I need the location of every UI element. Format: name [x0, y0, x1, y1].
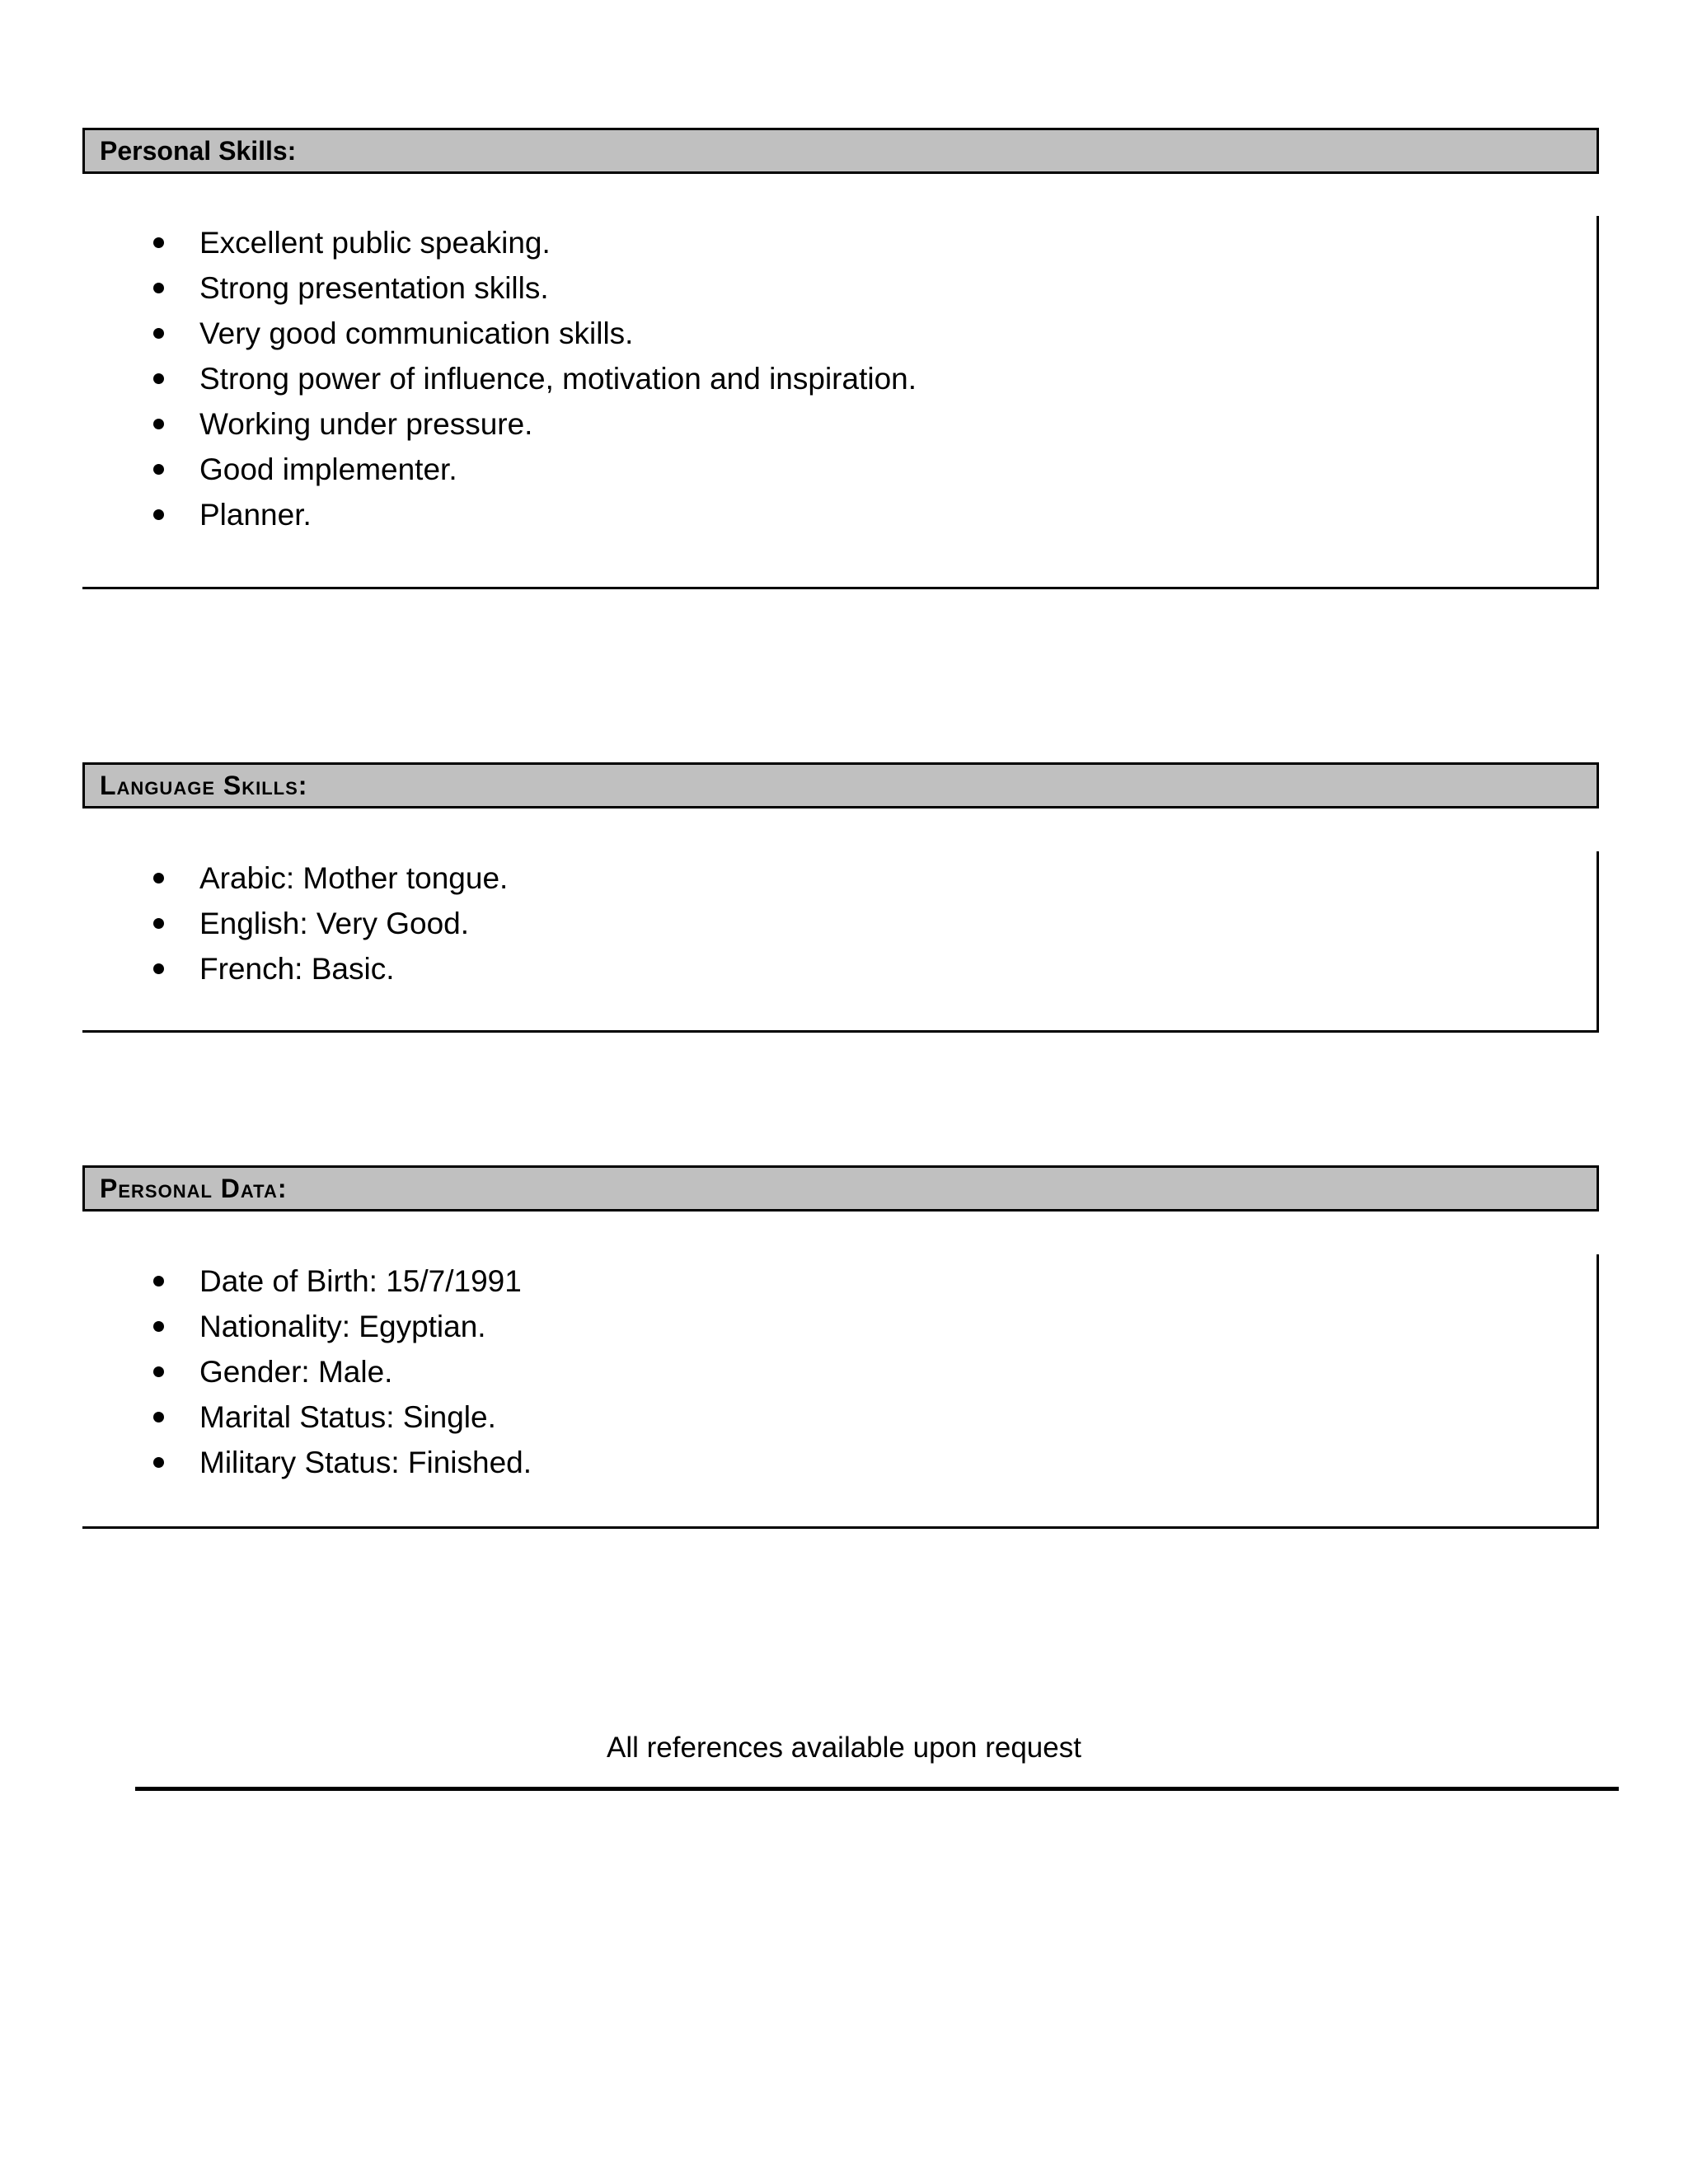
bullet-icon [153, 328, 164, 339]
list-item: Arabic: Mother tongue. [82, 855, 508, 901]
list-item: Working under pressure. [82, 401, 917, 447]
footer-divider [135, 1787, 1619, 1791]
list-item: Nationality: Egyptian. [82, 1304, 532, 1349]
bullet-icon [153, 464, 164, 475]
bullet-icon [153, 873, 164, 883]
list-item: Strong presentation skills. [82, 265, 917, 311]
list-item: Date of Birth: 15/7/1991 [82, 1258, 532, 1304]
bullet-icon [153, 963, 164, 974]
personal-data-body [82, 1254, 1599, 1529]
bullet-icon [153, 419, 164, 429]
list-item: English: Very Good. [82, 901, 508, 946]
personal-data-header [82, 1165, 1599, 1212]
list-item: Excellent public speaking. [82, 220, 917, 265]
bullet-icon [153, 1321, 164, 1332]
personal-skills-header [82, 128, 1599, 174]
personal-skills-list [82, 220, 917, 537]
references-note: All references available upon request [607, 1732, 1081, 1764]
bullet-icon [153, 1276, 164, 1286]
language-skills-header [82, 762, 1599, 808]
list-item: Very good communication skills. [82, 311, 917, 356]
list-item: Marital Status: Single. [82, 1394, 532, 1440]
personal-skills-body [82, 216, 1599, 589]
language-skills-header-label: Language Skills: [100, 771, 308, 800]
personal-skills-header-label: Personal Skills: [100, 136, 297, 166]
list-item: French: Basic. [82, 946, 508, 991]
list-item: Gender: Male. [82, 1349, 532, 1394]
bullet-icon [153, 509, 164, 520]
language-skills-body [82, 851, 1599, 1033]
list-item: Good implementer. [82, 447, 917, 492]
bullet-icon [153, 237, 164, 248]
bullet-icon [153, 1366, 164, 1377]
list-item: Strong power of influence, motivation and inspiration. [82, 356, 917, 401]
bullet-icon [153, 283, 164, 293]
personal-data-header-label: Personal Data: [100, 1174, 288, 1203]
bullet-icon [153, 918, 164, 929]
bullet-icon [153, 1412, 164, 1422]
bullet-icon [153, 373, 164, 384]
personal-data-list [82, 1258, 532, 1485]
language-skills-list [82, 855, 508, 991]
list-item: Military Status: Finished. [82, 1440, 532, 1485]
bullet-icon [153, 1457, 164, 1468]
list-item: Planner. [82, 492, 917, 537]
